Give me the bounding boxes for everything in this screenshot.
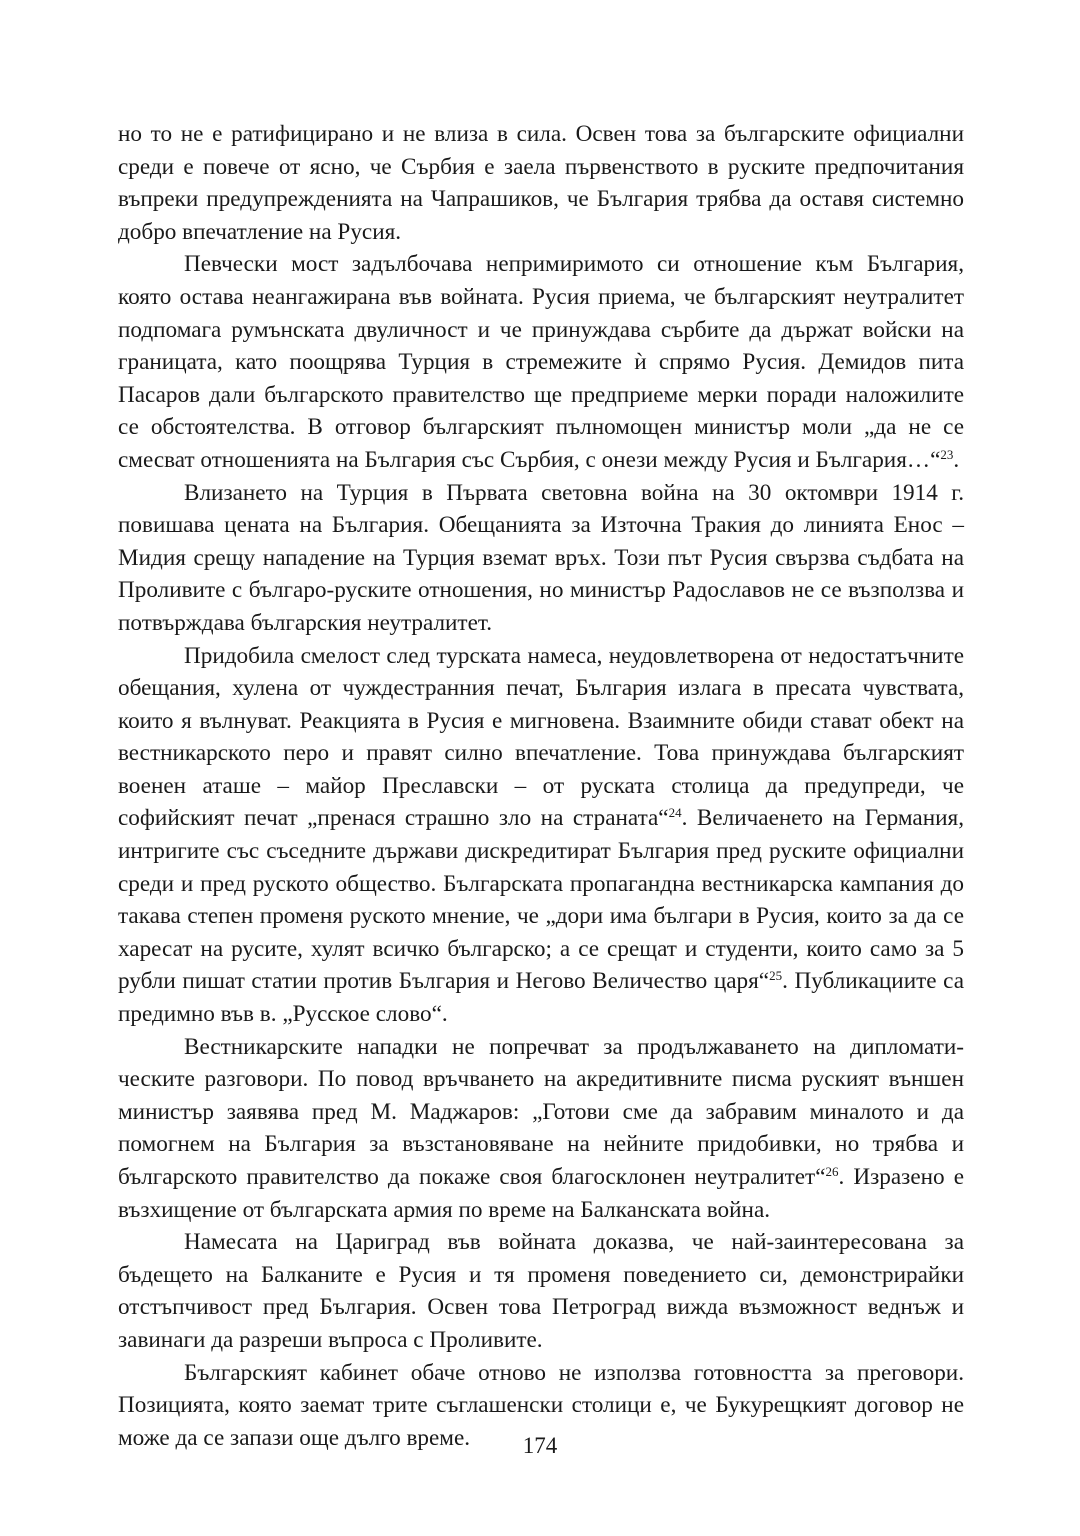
paragraph-4-text: Придобила смелост след турската намеса, неудовлетворена от недостатъчните обещания, хулена от чуждестранния печат, България излага в пресата чувствата, които я вълнуват. Реакцията в Русия е мигновена. Взаимните обиди стават обект на вестникарското перо и правят силно впечатление. Това принуждава българският военен аташе – майор Преславски – от руската столица да предупреди, че софийският печат „пренася страшно зло на страната“ bbox=[118, 642, 964, 832]
paragraph-1 bbox=[118, 118, 964, 248]
paragraph-4 bbox=[118, 640, 964, 1031]
footnote-ref-23[interactable]: 23 bbox=[940, 446, 954, 462]
footnote-ref-25[interactable]: 25 bbox=[769, 968, 783, 984]
paragraph-6 bbox=[118, 1226, 964, 1356]
paragraph-6-text: Намесата на Цариград във войната доказва, че най-заинтересована за бъдещето на Балканите е Русия и тя променя поведението си, демонстрирайки отстъпчивост пред България. Освен това Петроград вижда възможност веднъж и завинаги да разреши въпроса с Проливите. bbox=[118, 1229, 964, 1353]
paragraph-3-text: Влизането на Турция в Първата световна война на 30 октомври 1914 г. повишава цената на България. Обещанията за Източна Тракия до линията Енос – Мидия срещу нападение на Турция вземат връх. Този път Русия свързва съдбата на Проливите с българо-руските отношения, но министър Радославов не се възползва и потвърждава българския неутралитет. bbox=[118, 479, 964, 636]
paragraph-4-middle: . Величаенето на Германия, интригите със съседните държави дискредитират България пред руските официални среди и пред руското общество. Българската пропагандна вестникарска кампания до такава степен променя руското мнение, че „дори има българи в Русия, които за да се харесат на русите, хулят всичко българско; а се срещат и студенти, които само за 5 рубли пишат статии против България и Негово Величество царя“ bbox=[118, 805, 964, 995]
paragraph-7-text: Българският кабинет обаче отново не използва готовността за преговори. Позицията, която заемат трите съглашенски столици е, че Букурещкият договор не може да се запази още дълго време. bbox=[118, 1359, 964, 1451]
paragraph-5-text: Вестникарските нападки не попречват за продължаването на дипломатическите разговори. По повод връчването на акредитивните писма руският външен министър заявява пред М. Маджаров: „Готови сме да забравим миналото и да помогнем на България за възстановяване на нейните придобивки, но трябва и българското правителство да покаже своя благосклонен неутралитет“ bbox=[118, 1033, 964, 1190]
paragraph-2-tail: . bbox=[953, 446, 960, 473]
page-number: 174 bbox=[522, 1433, 558, 1458]
paragraph-1-text: но то не е ратифицирано и не влиза в сила. Освен това за българските официални среди е повече от ясно, че Сърбия е заела първенството в руските предпочитания въпреки предупрежденията на Чапрашиков, че България трябва да оставя системно добро впечатление на Русия. bbox=[118, 121, 964, 245]
paragraph-2-text: Певчески мост задълбочава непримиримото си отношение към България, която остава неангажирана във войната. Русия приема, че българският неутралитет подпомага румънската двуличност и че принуждава сърбите да държат войски на границата, като поощрява Турция в стремежите ѝ спрямо Русия. Демидов пита Пасаров дали българското правителство ще предприеме мерки поради наложилите се обстоятелства. В отговор българският пълномощен министър моли „да не се смесват отношенията на България със Сърбия, с онези между Русия и България…“ bbox=[118, 251, 964, 473]
paragraph-5-tail: . Изразено е възхищение от българската армия по време на Балканската война. bbox=[118, 1164, 964, 1223]
footnote-ref-24[interactable]: 24 bbox=[668, 805, 682, 821]
page-body bbox=[118, 118, 964, 1454]
paragraph-4-tail: . Публикациите са предимно във в. „Русское слово“. bbox=[118, 968, 964, 1028]
paragraph-3 bbox=[118, 477, 964, 640]
paragraph-5 bbox=[118, 1031, 964, 1227]
paragraph-2 bbox=[118, 248, 964, 476]
footnote-ref-26[interactable]: 26 bbox=[825, 1164, 839, 1179]
